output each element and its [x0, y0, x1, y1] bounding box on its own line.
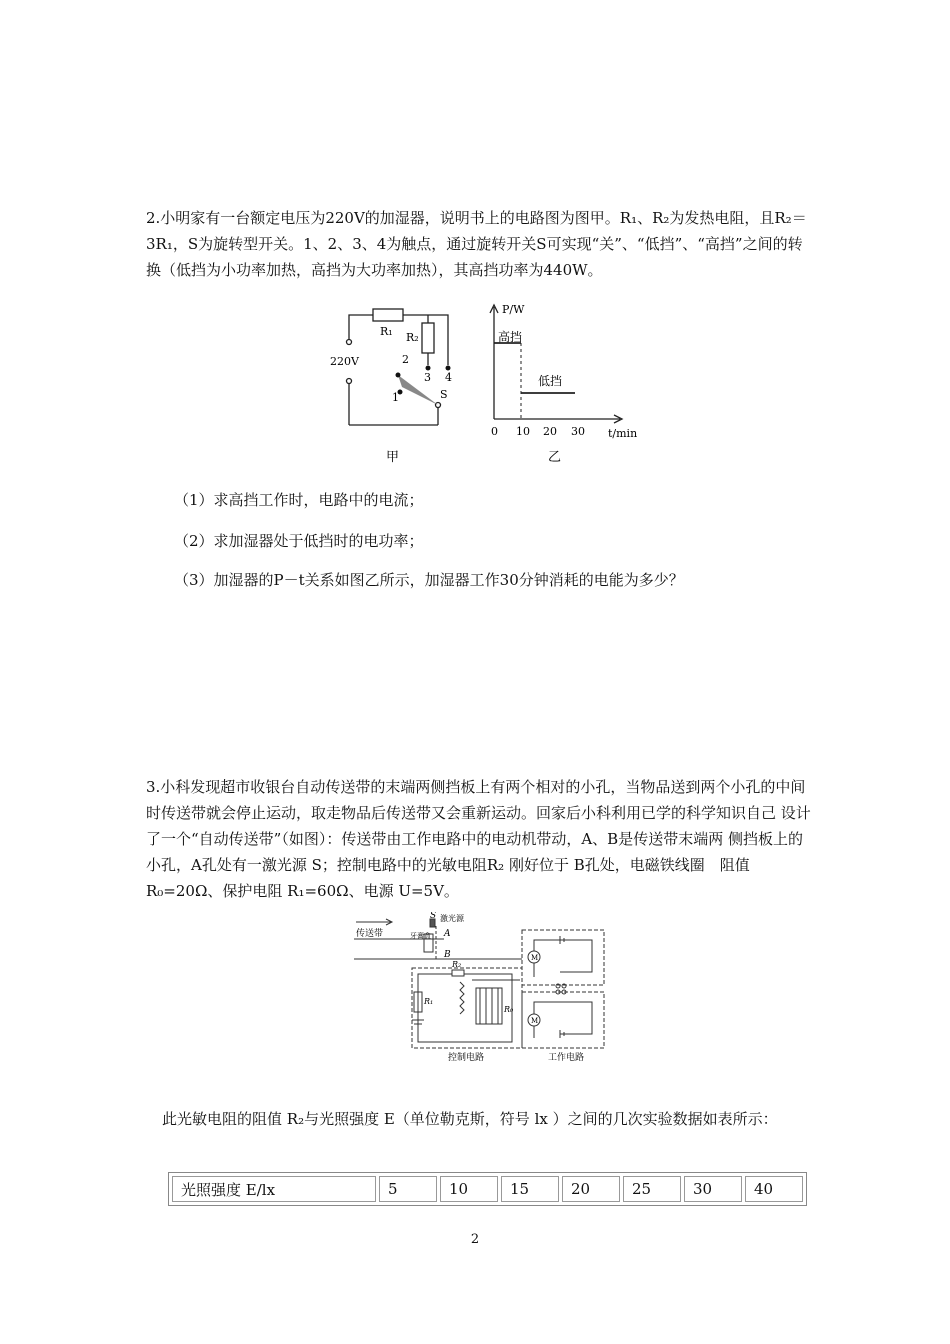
figure-conveyor-belt	[352, 912, 614, 1062]
table-cell: 10	[440, 1176, 498, 1202]
contact-1: 1	[392, 391, 399, 404]
x-tick-30: 30	[571, 425, 585, 438]
data-intro-text: 此光敏电阻的阻值 R₂与光照强度 E（单位勒克斯，符号 lx ）之间的几次实验数据如表所示：	[162, 1110, 778, 1128]
r2-label: R₂	[452, 960, 462, 969]
table-cell: 20	[562, 1176, 620, 1202]
hole-b: B	[444, 950, 451, 960]
question-3-text: 3.小科发现超市收银台自动传送带的末端两侧挡板上有两个相对的小孔，当物品送到两个小孔的中间时传送带就会停止运动，取走物品后传送带又会重新运动。回家后小科利用已学的科学知识自己 设计了一个“自动传送带”（如图）：传送带由工作电路中的电动机带动，A、B是传送带末端两 侧挡板上的小孔，A孔处有一激光源 S；控制电路中的光敏电阻R₂ 刚好位于 B孔处，电磁铁线圈 阻值 R₀=20Ω、保护电阻 R₁=60Ω、电源 U=5V。	[146, 778, 811, 900]
x-tick-20: 20	[543, 425, 557, 438]
caption-yi: 乙	[548, 450, 562, 465]
box-label: 牙膏盒	[410, 932, 431, 940]
control-circuit-label: 控制电路	[448, 1053, 485, 1062]
contact-2: 2	[402, 353, 409, 366]
question-2-sub-2: （2）求加湿器处于低挡时的电功率；	[174, 532, 424, 550]
contact-4: 4	[445, 371, 452, 384]
table-row	[172, 1176, 803, 1202]
low-label: 低挡	[538, 374, 563, 388]
pt-series	[494, 343, 575, 419]
question-2-sub-3: （3）加湿器的P－t关系如图乙所示，加湿器工作30分钟消耗的电能为多少？	[174, 571, 684, 589]
motor-bottom-label: M	[531, 1017, 539, 1025]
table-cell: 5	[379, 1176, 437, 1202]
figure-jia-circuit	[318, 295, 478, 470]
motor-top-label: M	[531, 954, 539, 962]
voltage-label: 220V	[330, 355, 359, 368]
figure-yi-pt-graph	[480, 295, 650, 470]
page-number: 2	[470, 1232, 480, 1247]
caption-jia: 甲	[386, 450, 400, 465]
r1-label: R₁	[380, 325, 393, 338]
table-cell: 40	[745, 1176, 803, 1202]
x-axis-label: t/min	[608, 427, 638, 440]
switch-label: S	[440, 388, 448, 401]
belt-label: 传送带	[356, 929, 384, 939]
light-intensity-table	[168, 1172, 807, 1206]
laser-source-s: S	[430, 912, 437, 921]
question-2-text: 2.小明家有一台额定电压为220V的加湿器，说明书上的电路图为图甲。R₁、R₂为发热电阻，且R₂＝3R₁，S为旋转型开关。1、2、3、4为触点，通过旋转开关S可实现“关”、“低挡”、“高挡”之间的转换（低挡为小功率加热，高挡为大功率加热），其高挡功率为440W。	[146, 209, 807, 279]
hole-a: A	[444, 929, 451, 939]
question-2-sub-1: （1）求高挡工作时，电路中的电流；	[174, 491, 424, 509]
x-tick-0: 0	[491, 425, 498, 438]
high-label: 高挡	[498, 330, 523, 344]
table-cell: 25	[623, 1176, 681, 1202]
x-tick-10: 10	[516, 425, 530, 438]
table-cell: 30	[684, 1176, 742, 1202]
r1-label: R₁	[424, 997, 434, 1006]
r0-label: R₀	[504, 1005, 514, 1014]
table-header-cell: 光照强度 E/lx	[172, 1176, 376, 1202]
work-circuit-label: 工作电路	[548, 1053, 585, 1062]
contact-3: 3	[424, 371, 431, 384]
laser-source-label: 激光源	[440, 914, 464, 923]
r2-label: R₂	[406, 331, 419, 344]
table-cell: 15	[501, 1176, 559, 1202]
y-axis-label: P/W	[502, 303, 525, 316]
